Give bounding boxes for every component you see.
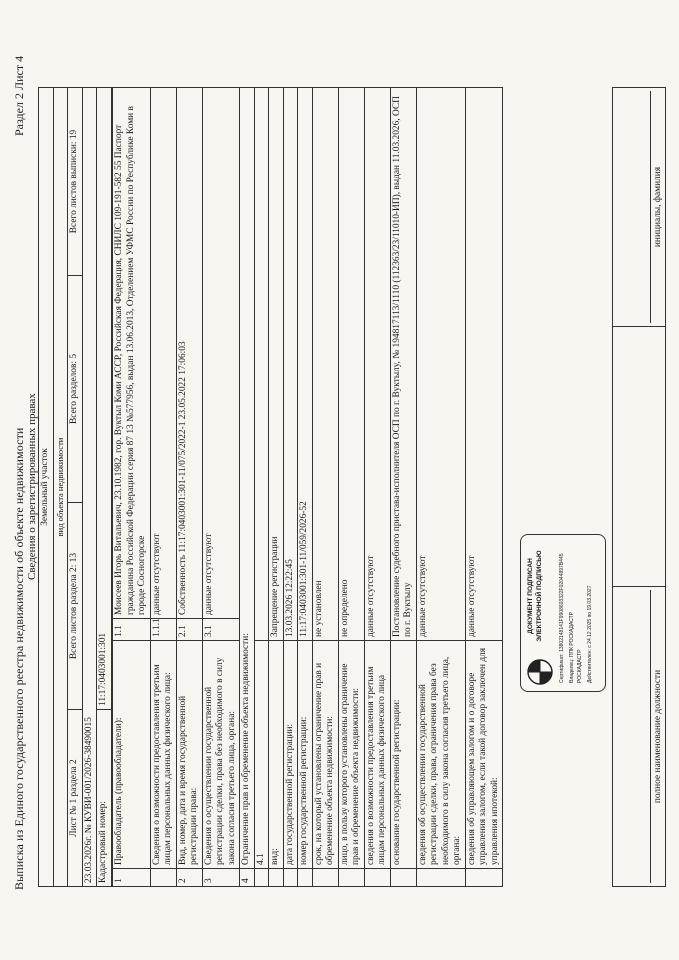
row-number: 3 [202, 869, 240, 887]
cadastral-value: 11:17:0403001:301 [97, 88, 112, 710]
table-row [364, 88, 390, 887]
initials-cell [613, 88, 666, 327]
restriction-label: дата государственной регистрации: [283, 641, 298, 869]
position-cell [613, 587, 666, 887]
rights-table [112, 87, 503, 887]
document-title: Выписка из Единого государственного реестра недвижимости об объекте недвижимости [12, 427, 26, 890]
restriction-value: 13.03.2026 12:22:45 [283, 88, 298, 641]
row-code: 1.1.1 [150, 619, 176, 641]
signature-table [612, 87, 666, 887]
restriction-value: данные отсутствуют [364, 88, 390, 641]
restriction-label: вид: [269, 641, 284, 869]
electronic-signature-stamp [520, 534, 606, 692]
row-label: Сведения о возможности предоставления третьим лицам персональных данных физического лица: [150, 641, 176, 869]
sections-total: Всего разделов: 5 [68, 276, 83, 503]
restriction-value: данные отсутствуют [416, 88, 465, 641]
stamp-line-2: ЭЛЕКТРОННОЙ ПОДПИСЬЮ [536, 550, 543, 642]
row-label: Сведения о осуществлении государственной регистрации сделки, права без необходимого в силу закона согласия третьего лица, органа: [202, 641, 240, 869]
row-code: 2.1 [176, 619, 202, 641]
restriction-label: номер государственной регистрации: [298, 641, 313, 869]
object-caption: вид объекта недвижимости [53, 88, 68, 887]
emblem-icon [527, 659, 553, 685]
restriction-value: 11:17:0403001:301-11/059/2026-52 [298, 88, 313, 641]
section-label: Раздел 2 Лист 4 [12, 55, 26, 136]
restriction-label: лицо, в пользу которого установлены ограничение прав и обременение объекта недвижимости: [338, 641, 364, 869]
row-code: 3.1 [202, 619, 240, 641]
restriction-label: срок, на который установлены ограничение прав и обременение объекта недвижимости: [312, 641, 338, 869]
table-row [254, 88, 269, 887]
table-row [338, 88, 364, 887]
row-value: данные отсутствуют [202, 88, 240, 619]
initials-caption: инициалы, фамилия [650, 91, 665, 323]
row-number: 1 [113, 869, 151, 887]
row-code: 4.1 [254, 641, 269, 869]
table-row [283, 88, 298, 887]
row-label: Ограничение прав и обременение объекта недвижимости: [240, 88, 255, 869]
stamp-certificate: Сертификат: 13802148141F9908603322F02044897B445 [559, 553, 565, 683]
stamp-line-1: ДОКУМЕНТ ПОДПИСАН [527, 558, 534, 634]
row-value: Собственность 11:17:0403001:301-11/075/2022-1 23.05.2022 17:06:03 [176, 88, 202, 619]
stamp-validity: Действителен: с 24.12.2025 по 19.03.2027 [587, 585, 593, 683]
restriction-label: сведения об управляющем залогом и о договоре управления залогом, если такой договор заключен для управления ипотекой: [465, 641, 503, 869]
sheets-total: Всего листов выписки: 19 [68, 88, 83, 276]
table-row [269, 88, 284, 887]
restriction-value: данные отсутствуют [465, 88, 503, 641]
stamp-owner: Владелец: ППК РОСКАДАСТР [569, 612, 575, 683]
row-number: 2 [176, 869, 202, 887]
table-row [298, 88, 313, 887]
restriction-value: не определено [338, 88, 364, 641]
document-subtitle: Сведения о зарегистрированных правах [26, 393, 38, 580]
restriction-label: основание государственной регистрации: [390, 641, 416, 869]
row-value: Моисеев Игорь Витальевич, 23.10.1982, гор. Вуктыл Коми АССР, Российская Федерация, СНИЛС 109-191-582 55 Паспорт гражданина Российской Федерации серия 87 13 №577956, выдан 13.06.2013, Отделением УФМС России по Республике Коми в городе Сосногорске [113, 88, 151, 619]
row-label: Вид, номер, дата и время государственной регистрации права: [176, 641, 202, 869]
signature-cell [613, 327, 666, 587]
restriction-value: не установлен [312, 88, 338, 641]
row-label: Правообладатель (правообладатели): [113, 641, 151, 869]
position-caption: полное наименование должности [650, 590, 665, 883]
restriction-value: Запрещение регистрации [269, 88, 284, 641]
row-number: 4 [240, 869, 255, 887]
restriction-value: Постановление судебного пристава-исполнителя ОСП по г. Вуктылу, № 194817113/1110 (112363/23/11010-ИП), выдан 11.03.2026, ОСП по г. Вуктылу [390, 88, 416, 641]
cadastral-label: Кадастровый номер: [97, 710, 112, 887]
sheets-in-section: Всего листов раздела 2: 13 [68, 503, 83, 710]
restriction-label: сведения о возможности предоставления третьим лицам персональных данных физического лица [364, 641, 390, 869]
stamp-org: РОСКАДАСТР [577, 649, 583, 683]
table-row [390, 88, 416, 887]
table-row [465, 88, 503, 887]
table-row [113, 88, 151, 887]
sheet-number: Лист № 1 раздела 2 [68, 710, 83, 887]
header-table [38, 87, 112, 887]
row-value: данные отсутствуют [150, 88, 176, 619]
table-row [416, 88, 465, 887]
table-row [240, 88, 255, 887]
table-row [150, 88, 176, 887]
object-type: Земельный участок [39, 88, 54, 887]
extract-date-number: 23.03.2026г. № КУВИ-001/2026-38490015 [82, 88, 97, 887]
row-code: 1.1 [113, 619, 151, 641]
restriction-label: сведения об осуществлении государственной регистрации сделки, права, ограничения права без необходимого в силу закона согласия третьего лица, органа: [416, 641, 465, 869]
table-row [312, 88, 338, 887]
table-row [202, 88, 240, 887]
table-row [176, 88, 202, 887]
